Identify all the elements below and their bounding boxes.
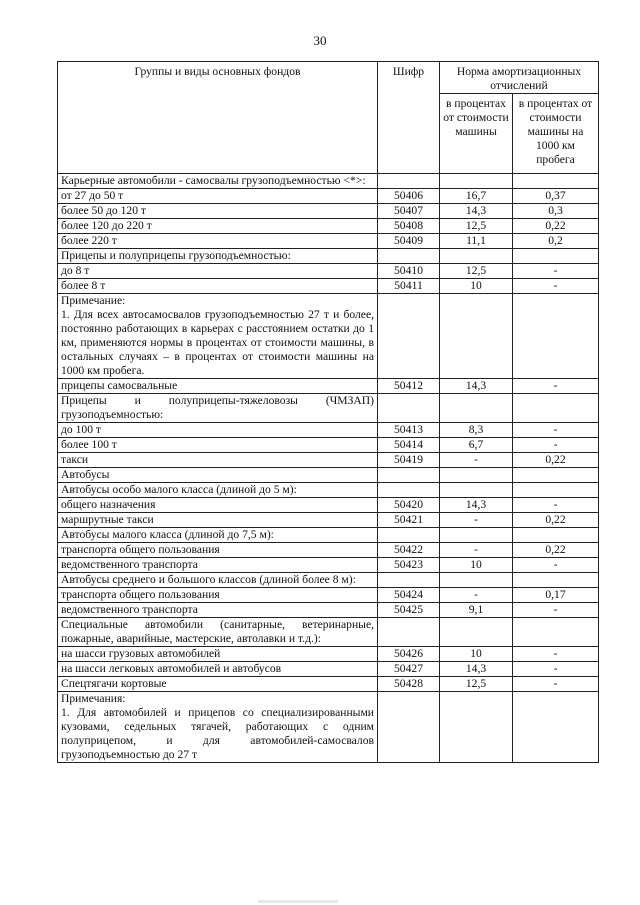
- row-percent-cost: 16,7: [440, 189, 513, 204]
- row-percent-cost: [440, 394, 513, 423]
- page-number: 30: [313, 33, 327, 48]
- table-row: [58, 483, 599, 498]
- row-name: на шасси легковых автомобилей и автобусов: [58, 662, 378, 677]
- row-name: Автобусы малого класса (длиной до 7,5 м):: [58, 528, 378, 543]
- row-code: 50422: [378, 543, 440, 558]
- row-code: [378, 468, 440, 483]
- header-percent-1000km: в процентах от стоимости машины на 1000 км пробега: [513, 94, 599, 174]
- row-code: 50411: [378, 279, 440, 294]
- row-percent-1000km: [513, 249, 599, 264]
- table-row: [58, 662, 599, 677]
- row-percent-cost: [440, 294, 513, 379]
- row-name: Карьерные автомобили - самосвалы грузоподъемностью <*>:: [58, 174, 378, 189]
- table-row: [58, 219, 599, 234]
- row-percent-cost: 10: [440, 647, 513, 662]
- row-name: до 100 т: [58, 423, 378, 438]
- row-code: [378, 692, 440, 763]
- row-percent-1000km: -: [513, 264, 599, 279]
- row-percent-1000km: [513, 468, 599, 483]
- row-percent-1000km: -: [513, 438, 599, 453]
- table-row: [58, 468, 599, 483]
- table-row: [58, 438, 599, 453]
- row-percent-1000km: 0,22: [513, 543, 599, 558]
- table-row: [58, 618, 599, 647]
- table-row: [58, 379, 599, 394]
- header-code: Шифр: [378, 62, 440, 174]
- row-code: [378, 618, 440, 647]
- row-percent-cost: 10: [440, 279, 513, 294]
- row-name: такси: [58, 453, 378, 468]
- row-code: 50410: [378, 264, 440, 279]
- row-percent-1000km: [513, 174, 599, 189]
- row-name: Примечания: 1. Для автомобилей и прицепов со специализированными кузовами, седельных тягачей, работающих с одним полуприцепом, и для автомобилей-самосвалов грузоподъемностью до 27 т: [58, 692, 378, 763]
- row-percent-cost: -: [440, 543, 513, 558]
- row-percent-1000km: 0,17: [513, 588, 599, 603]
- row-name: более 50 до 120 т: [58, 204, 378, 219]
- row-percent-1000km: [513, 573, 599, 588]
- row-percent-1000km: 0,2: [513, 234, 599, 249]
- row-percent-1000km: -: [513, 677, 599, 692]
- row-name: Спецтягачи кортовые: [58, 677, 378, 692]
- row-percent-cost: [440, 249, 513, 264]
- row-code: 50428: [378, 677, 440, 692]
- row-percent-1000km: -: [513, 603, 599, 618]
- row-code: 50426: [378, 647, 440, 662]
- row-code: [378, 294, 440, 379]
- row-name: более 120 до 220 т: [58, 219, 378, 234]
- row-percent-cost: 11,1: [440, 234, 513, 249]
- table-row: [58, 453, 599, 468]
- row-name: Прицепы и полуприцепы-тяжеловозы (ЧМЗАП) грузоподъемностью:: [58, 394, 378, 423]
- row-name: ведомственного транспорта: [58, 603, 378, 618]
- row-percent-1000km: 0,22: [513, 513, 599, 528]
- row-code: 50421: [378, 513, 440, 528]
- row-percent-1000km: -: [513, 647, 599, 662]
- row-percent-1000km: -: [513, 498, 599, 513]
- header-row: [58, 62, 599, 94]
- table-row: [58, 558, 599, 573]
- table-row: [58, 234, 599, 249]
- row-percent-1000km: [513, 692, 599, 763]
- table-row: [58, 573, 599, 588]
- row-percent-cost: 12,5: [440, 219, 513, 234]
- row-percent-cost: 6,7: [440, 438, 513, 453]
- scan-artifact: [258, 900, 338, 903]
- row-percent-cost: 8,3: [440, 423, 513, 438]
- row-code: 50408: [378, 219, 440, 234]
- row-percent-1000km: [513, 294, 599, 379]
- row-name: Автобусы особо малого класса (длиной до 5 м):: [58, 483, 378, 498]
- table-row: [58, 543, 599, 558]
- depreciation-norms-table: [57, 61, 599, 763]
- table-row: [58, 279, 599, 294]
- header-percent-cost: в процентах от стоимости машины: [440, 94, 513, 174]
- row-percent-cost: -: [440, 453, 513, 468]
- row-percent-cost: -: [440, 588, 513, 603]
- row-name: Автобусы среднего и большого классов (длиной более 8 м):: [58, 573, 378, 588]
- row-percent-1000km: -: [513, 662, 599, 677]
- row-code: 50412: [378, 379, 440, 394]
- row-name: Прицепы и полуприцепы грузоподъемностью:: [58, 249, 378, 264]
- row-percent-cost: [440, 573, 513, 588]
- row-code: 50419: [378, 453, 440, 468]
- row-percent-cost: [440, 483, 513, 498]
- table-row: [58, 513, 599, 528]
- row-percent-1000km: [513, 483, 599, 498]
- row-code: 50409: [378, 234, 440, 249]
- table-row: [58, 189, 599, 204]
- row-percent-cost: 14,3: [440, 379, 513, 394]
- row-name: Примечание: 1. Для всех автосамосвалов грузоподъемностью 27 т и более, постоянно работающих в карьерах с расстоянием остатки до 1 км, применяются нормы в процентах от стоимости машины, в остальных случаях – в процентах от стоимости машины на 1000 км пробега.: [58, 294, 378, 379]
- table-row: [58, 677, 599, 692]
- row-name: Автобусы: [58, 468, 378, 483]
- row-name: маршрутные такси: [58, 513, 378, 528]
- row-name: более 8 т: [58, 279, 378, 294]
- table-row: [58, 264, 599, 279]
- table-row: [58, 528, 599, 543]
- row-percent-cost: -: [440, 513, 513, 528]
- row-code: 50414: [378, 438, 440, 453]
- row-code: 50424: [378, 588, 440, 603]
- row-name: транспорта общего пользования: [58, 543, 378, 558]
- table-row: [58, 603, 599, 618]
- row-code: 50406: [378, 189, 440, 204]
- row-code: [378, 573, 440, 588]
- row-percent-1000km: -: [513, 379, 599, 394]
- table-row: [58, 647, 599, 662]
- row-percent-1000km: -: [513, 279, 599, 294]
- table-row: [58, 498, 599, 513]
- row-percent-cost: 14,3: [440, 204, 513, 219]
- row-name: более 100 т: [58, 438, 378, 453]
- table-row: [58, 204, 599, 219]
- row-name: от 27 до 50 т: [58, 189, 378, 204]
- header-norm: Норма амортизационных отчислений: [440, 62, 599, 94]
- row-percent-1000km: 0,22: [513, 453, 599, 468]
- row-code: [378, 528, 440, 543]
- row-name: ведомственного транспорта: [58, 558, 378, 573]
- row-percent-1000km: [513, 618, 599, 647]
- table-row: [58, 588, 599, 603]
- row-percent-1000km: 0,37: [513, 189, 599, 204]
- header-groups: Группы и виды основных фондов: [58, 62, 378, 174]
- row-code: [378, 483, 440, 498]
- row-code: 50407: [378, 204, 440, 219]
- row-code: 50425: [378, 603, 440, 618]
- row-percent-cost: [440, 528, 513, 543]
- row-percent-1000km: 0,22: [513, 219, 599, 234]
- row-percent-cost: 10: [440, 558, 513, 573]
- row-percent-1000km: -: [513, 558, 599, 573]
- table-row: [58, 249, 599, 264]
- row-percent-cost: 9,1: [440, 603, 513, 618]
- table-row: [58, 423, 599, 438]
- row-percent-1000km: [513, 528, 599, 543]
- table-row: [58, 174, 599, 189]
- table-row: [58, 294, 599, 379]
- table-row: [58, 394, 599, 423]
- row-percent-cost: 14,3: [440, 498, 513, 513]
- row-name: транспорта общего пользования: [58, 588, 378, 603]
- row-name: на шасси грузовых автомобилей: [58, 647, 378, 662]
- row-code: 50423: [378, 558, 440, 573]
- row-name: Специальные автомобили (санитарные, ветеринарные, пожарные, аварийные, мастерские, автолавки и т.д.):: [58, 618, 378, 647]
- row-percent-cost: 14,3: [440, 662, 513, 677]
- row-percent-cost: 12,5: [440, 677, 513, 692]
- row-code: 50427: [378, 662, 440, 677]
- row-percent-1000km: -: [513, 423, 599, 438]
- table-body: [58, 62, 599, 763]
- row-percent-cost: [440, 174, 513, 189]
- row-name: прицепы самосвальные: [58, 379, 378, 394]
- row-code: [378, 249, 440, 264]
- row-percent-cost: 12,5: [440, 264, 513, 279]
- row-percent-cost: [440, 692, 513, 763]
- row-code: 50413: [378, 423, 440, 438]
- row-name: более 220 т: [58, 234, 378, 249]
- row-code: [378, 394, 440, 423]
- row-percent-1000km: 0,3: [513, 204, 599, 219]
- row-code: [378, 174, 440, 189]
- row-name: до 8 т: [58, 264, 378, 279]
- row-code: 50420: [378, 498, 440, 513]
- row-name: общего назначения: [58, 498, 378, 513]
- table-row: [58, 692, 599, 763]
- row-percent-cost: [440, 468, 513, 483]
- row-percent-1000km: [513, 394, 599, 423]
- row-percent-cost: [440, 618, 513, 647]
